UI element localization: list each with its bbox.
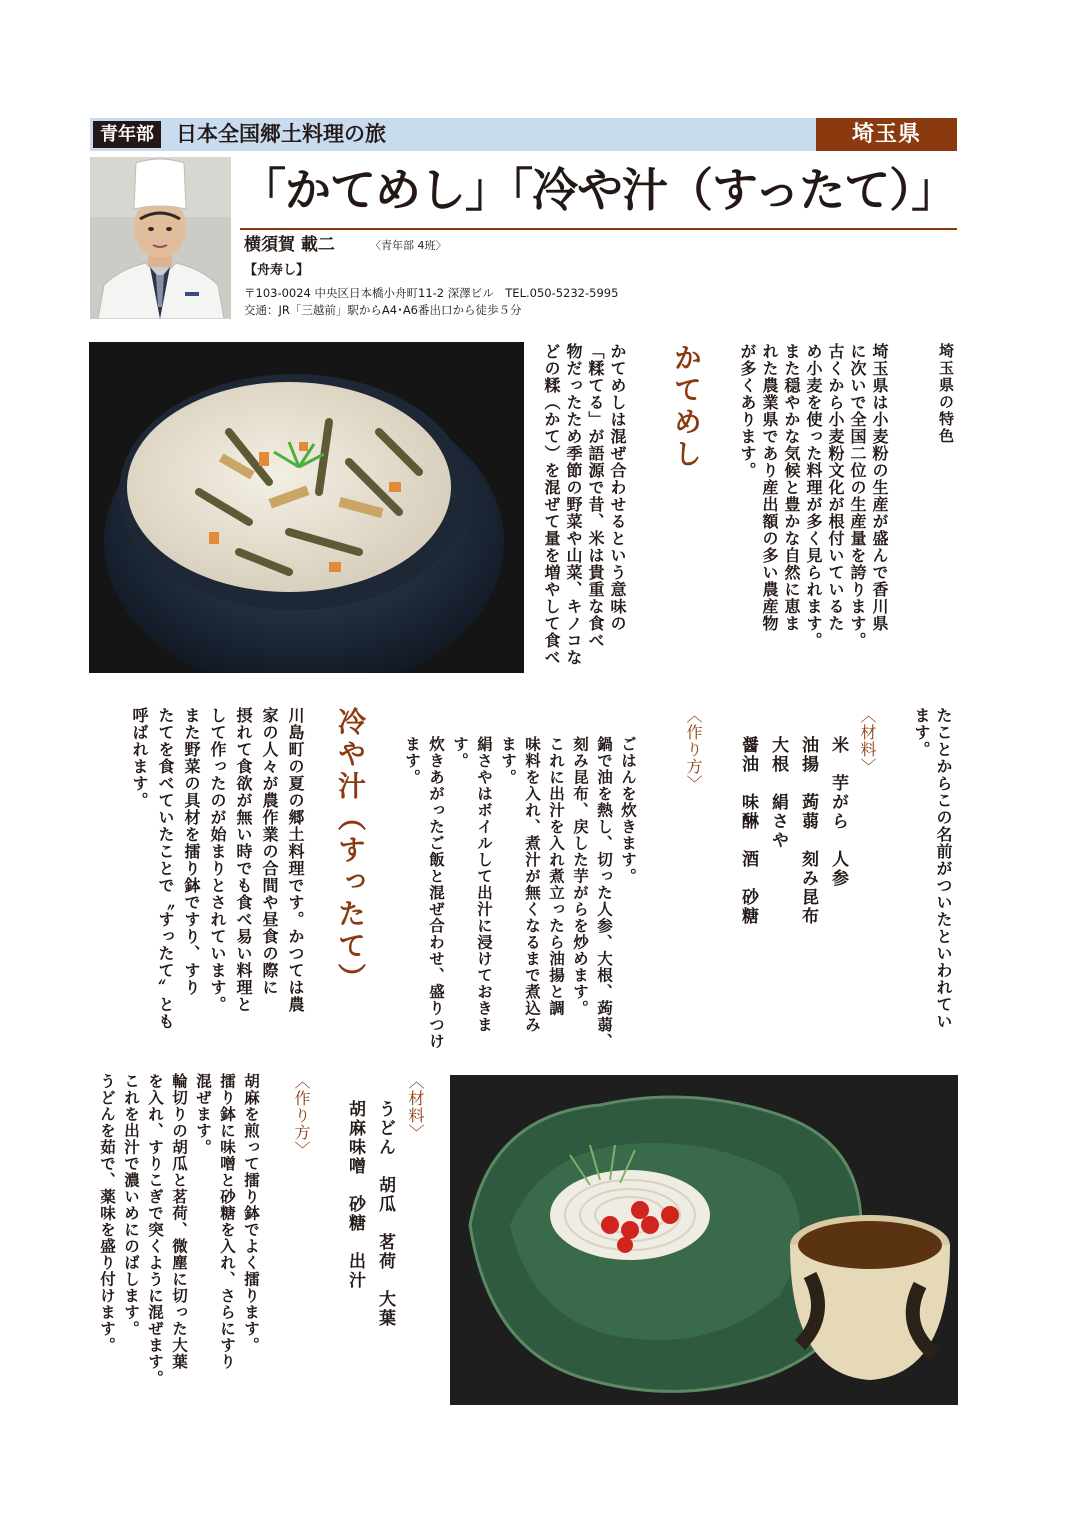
page-title: 「かてめし」「冷や汁（すったて）」 — [240, 163, 957, 217]
katemeshi-intro: かてめしは混ぜ合わせるという意味の 「糅てる」が語源で昔、米は貴重な食べ 物だったため季節の野菜や山菜、キノコな どの糅（かて）を混ぜて量を増やして食べ — [542, 343, 627, 666]
author-department: 〈青年部 4班〉 — [370, 239, 447, 252]
section-badge: 青年部 — [93, 121, 161, 148]
feature-heading: 埼玉県の特色 — [937, 343, 955, 445]
hiyajiru-ingredients: うどん 胡瓜 茗荷 大葉 胡麻味噌 砂糖 出汁 — [345, 1100, 395, 1328]
shop-access: 交通：JR「三越前」駅からA4･A6番出口から徒歩５分 — [244, 303, 522, 317]
series-title: 日本全国郷土料理の旅 — [176, 122, 386, 146]
author-name: 横須賀 載二 — [244, 235, 335, 255]
hiyajiru-method-label: 〈作り方〉 — [292, 1073, 311, 1158]
feature-body: 埼玉県は小麦粉の生産が盛んで香川県 に次いで全国二位の生産量を誇ります。 古くから小麦粉文化が根付いているた め小麦を使った料理が多く見られます。 また穏やかな気候と豊かな自然に恵ま れた農業県であり産出額の多い農産物 が多くあります。 — [738, 343, 889, 649]
title-divider — [240, 228, 957, 230]
hiyajiru-heading: 冷や汁（すったて） — [334, 707, 367, 995]
katemeshi-method-label: 〈作り方〉 — [684, 707, 703, 792]
hiyajiru-ingredients-label: 〈材料〉 — [406, 1073, 425, 1141]
katemeshi-photo — [89, 342, 524, 673]
hiyajiru-intro: 川島町の夏の郷土料理です。かつては農 家の人々が農作業の合間や昼食の際に 摂れて食欲が無い時でも食べ易い料理と して作ったのが始まりとされています。 また野菜の具材を擂り鉢ですり、すり たてを食べていたことで〝すったて〟とも 呼ばれます。 — [130, 707, 305, 1030]
chef-portrait — [90, 157, 231, 319]
shop-address: 〒103-0024 中央区日本橋小舟町11-2 深澤ビル TEL.050-5232-5995 — [244, 286, 619, 300]
hiyajiru-photo — [450, 1075, 958, 1405]
shop-name: 【舟寿し】 — [244, 263, 310, 278]
katemeshi-ingredients-label: 〈材料〉 — [858, 707, 877, 775]
hiyajiru-method: 胡麻を煎って擂り鉢でよく擂ります。 擂り鉢に味噌と砂糖を入れ、さらにすり 混ぜます。 輪切りの胡瓜と茗荷、微塵に切った大葉 を入れ、すりこぎで突くように混ぜます。 これを出汁で濃いめにのばします。 うどんを茹で、薬味を盛り付けます。 — [98, 1073, 261, 1387]
katemeshi-ingredients: 米 芋がら 人参 油揚 蒟蒻 刻み昆布 大根 絹さや 醤油 味醂 酒 砂糖 — [738, 736, 848, 926]
prefecture-badge: 埼玉県 — [816, 118, 957, 151]
katemeshi-heading: かてめし — [670, 343, 703, 471]
katemeshi-intro-continued: たことからこの名前がついたといわれてい ます。 — [912, 707, 953, 1030]
katemeshi-method: ごはんを炊きます。 鍋で油を熱し、切った人参、大根、蒟蒻、 刻み昆布、戻した芋がらを炒めます。 これに出汁を入れ煮立ったら油揚と調 味料を入れ、煮汁が無くなるまで煮込み ます。 絹さやはボイルして出汁に浸けておきま す。 炊きあがったご飯と混ぜ合わせ、盛りつけ ます。 — [403, 736, 638, 1050]
